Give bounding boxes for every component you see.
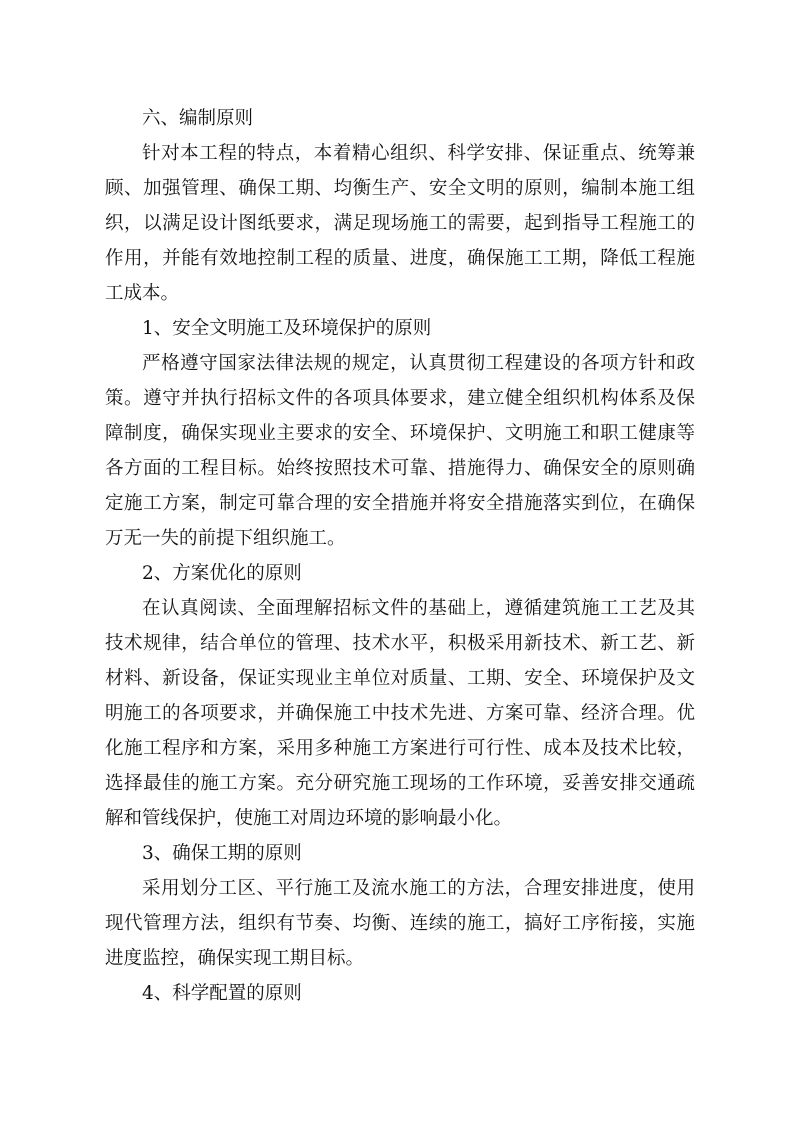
subsection-heading-4: 4、科学配置的原则 [142, 983, 302, 1004]
section-title: 六、编制原则 [142, 108, 254, 129]
subsection-heading-3: 3、确保工期的原则 [142, 843, 302, 864]
intro-paragraph: 针对本工程的特点，本着精心组织、科学安排、保证重点、统筹兼顾、加强管理、确保工期、均衡生产、安全文明的原则，编制本施工组织，以满足设计图纸要求，满足现场施工的需要，起到指导工程施工的作用，并能有效地控制工程的质量、进度，确保施工工期，降低工程施工成本。 [105, 143, 695, 304]
subsection-heading-1: 1、安全文明施工及环境保护的原则 [142, 318, 432, 339]
subsection-heading-2: 2、方案优化的原则 [142, 563, 302, 584]
subsection-body-1: 严格遵守国家法律法规的规定，认真贯彻工程建设的各项方针和政策。遵守并执行招标文件的各项具体要求，建立健全组织机构体系及保障制度，确保实现业主要求的安全、环境保护、文明施工和职工健康等各方面的工程目标。始终按照技术可靠、措施得力、确保安全的原则确定施工方案，制定可靠合理的安全措施并将安全措施落实到位，在确保万无一失的前提下组织施工。 [105, 353, 695, 549]
document-content [105, 101, 695, 1011]
subsection-body-3: 采用划分工区、平行施工及流水施工的方法，合理安排进度，使用现代管理方法，组织有节奏、均衡、连续的施工，搞好工序衔接，实施进度监控，确保实现工期目标。 [105, 878, 695, 969]
subsection-body-2: 在认真阅读、全面理解招标文件的基础上，遵循建筑施工工艺及其技术规律，结合单位的管理、技术水平，积极采用新技术、新工艺、新材料、新设备，保证实现业主单位对质量、工期、安全、环境保护及文明施工的各项要求，并确保施工中技术先进、方案可靠、经济合理。优化施工程序和方案，采用多种施工方案进行可行性、成本及技术比较，选择最佳的施工方案。充分研究施工现场的工作环境，妥善安排交通疏解和管线保护，使施工对周边环境的影响最小化。 [105, 598, 695, 829]
